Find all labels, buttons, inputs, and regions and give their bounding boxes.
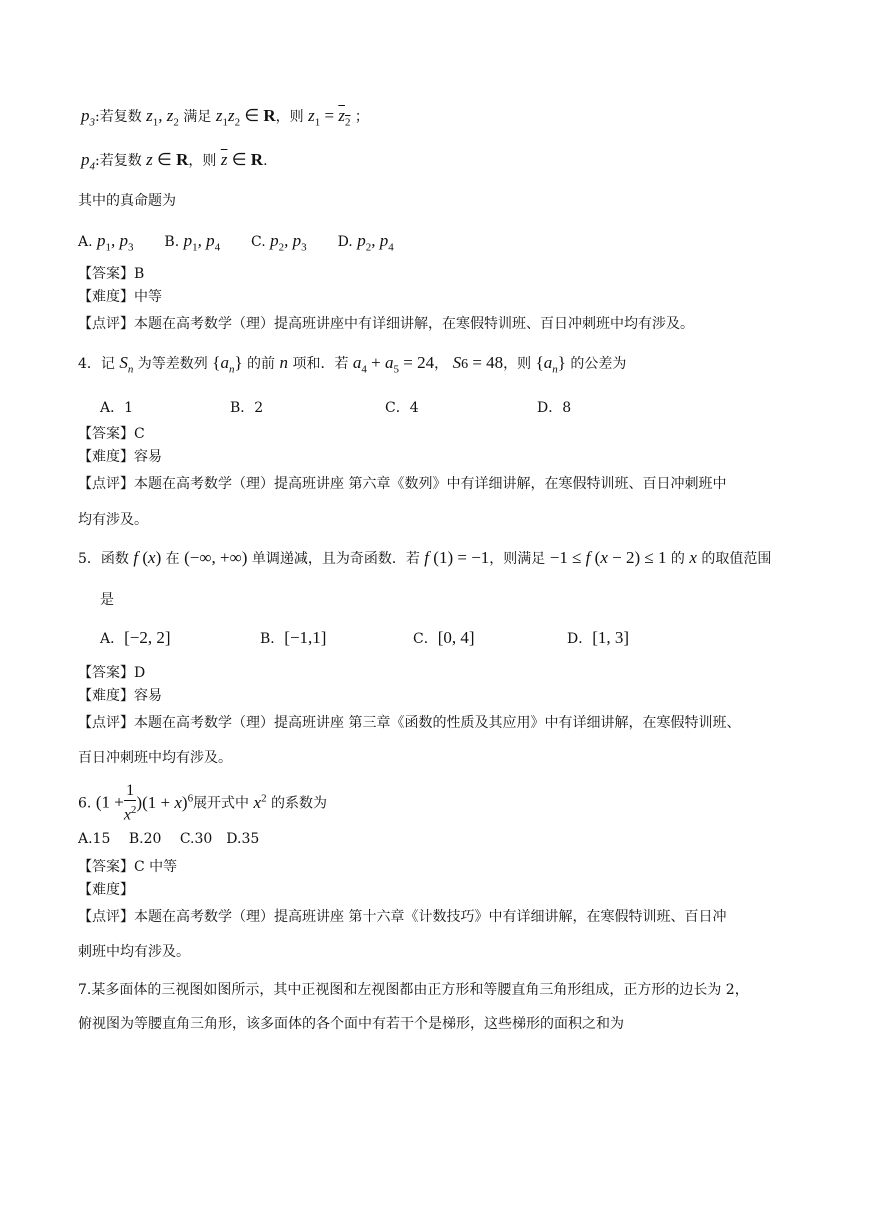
q6-difficulty: 【难度】 [78,882,134,898]
q5-answer: 【答案】D [78,665,146,681]
q3-answer: 【答案】B [78,266,145,282]
p3-label: $p_3$ [81,106,95,129]
q3-option-b: B. $p_1$, $p_4$ [164,231,221,254]
q6-comment-line1: 【点评】本题在高考数学（理）提高班讲座 第十六章《计数技巧》中有详细讲解，在寒假特训班、百日冲 [78,909,727,925]
q6-answer: 【答案】C 中等 [78,859,178,875]
q5-stem-line2: 是 [100,592,114,608]
q3-option-a: A. $p_1$, $p_3$ [78,231,134,254]
math-z1-eq-conj-z2: $z_1 = z_2$ [308,106,351,129]
q4-stem: 4．记 $S_n$ 为等差数列 $\{a_n\}$ 的前 n 项和．若 $a_4 + a_5 = 24$， S6 = 48，则 $\{a_n\}$ 的公差为 [78,353,627,376]
q5-option-d: D．[1, 3] [567,628,630,647]
q7-stem-line1: 7.某多面体的三视图如图所示，其中正视图和左视图都由正方形和等腰直角三角形组成，正方形的边长为 2， [78,982,749,998]
q5-option-a: A．[−2, 2] [100,628,171,647]
q3-stem: 其中的真命题为 [78,193,176,209]
q4-option-a: A．1 [100,400,134,416]
proposition-p3: $p_3$:若复数 $z_1$, $z_2$ 满足 $z_1z_2$ ∈ R，则 $z_1 = z_2$ ； [81,106,369,129]
q4-answer: 【答案】C [78,426,145,442]
q5-comment-line2: 百日冲刺班中均有涉及。 [78,750,232,766]
q4-comment-line1: 【点评】本题在高考数学（理）提高班讲座 第六章《数列》中有详细讲解，在寒假特训班、百日冲刺班中 [78,476,727,492]
q4-option-b: B．2 [230,400,264,416]
q5-option-c: C．[0, 4] [413,628,475,647]
math-conj-z-in-R: $\overline{z}$ ∈ R [220,150,264,169]
q5-comment-line1: 【点评】本题在高考数学（理）提高班讲座 第三章《函数的性质及其应用》中有详细讲解，在寒假特训班、 [78,715,741,731]
q3-difficulty: 【难度】中等 [78,289,162,305]
q4-comment-line2: 均有涉及。 [78,512,148,528]
q4-difficulty: 【难度】容易 [78,449,162,465]
q3-option-d: D. $p_2$, $p_4$ [337,231,394,254]
p4-label: $p_4$ [81,150,95,173]
q7-stem-line2: 俯视图为等腰直角三角形，该多面体的各个面中有若干个是梯形，这些梯形的面积之和为 [78,1016,624,1032]
fraction-1-over-x2: $\frac{1}{x^2}$ [123,782,137,824]
q6-options: A.15 B.20 C.30 D.35 [78,831,260,847]
proposition-p4: $p_4$:若复数 z ∈ R，则 $\overline{z}$ ∈ R. [81,150,268,173]
math-z1z2-in-R: $z_1z_2$ ∈ R [215,106,276,129]
q6-stem: 6. (1 + $\frac{1}{x^2}$ )$(1 + x)^6$展开式中 $x^2$ 的系数为 [78,782,328,824]
q6-comment-line2: 刺班中均有涉及。 [78,944,190,960]
q3-option-c: C. $p_2$, $p_3$ [251,231,307,254]
q3-comment: 【点评】本题在高考数学（理）提高班讲座中有详细讲解，在寒假特训班、百日冲刺班中均有涉及。 [78,316,694,332]
math-z1z2: $z_1$, $z_2$ [146,106,179,129]
q4-option-d: D．8 [537,400,572,416]
q5-difficulty: 【难度】容易 [78,688,162,704]
q3-options [78,231,394,257]
q4-option-c: C．4 [385,400,419,416]
math-z-in-R: z ∈ R [146,150,189,169]
q5-stem: 5．函数 f (x) 在 (−∞, +∞) 单调递减，且为奇函数．若 f (1) = −1，则满足 −1 ≤ f (x − 2) ≤ 1 的 x 的取值范围 [78,548,772,567]
q5-option-b: B．[−1,1] [260,628,327,647]
